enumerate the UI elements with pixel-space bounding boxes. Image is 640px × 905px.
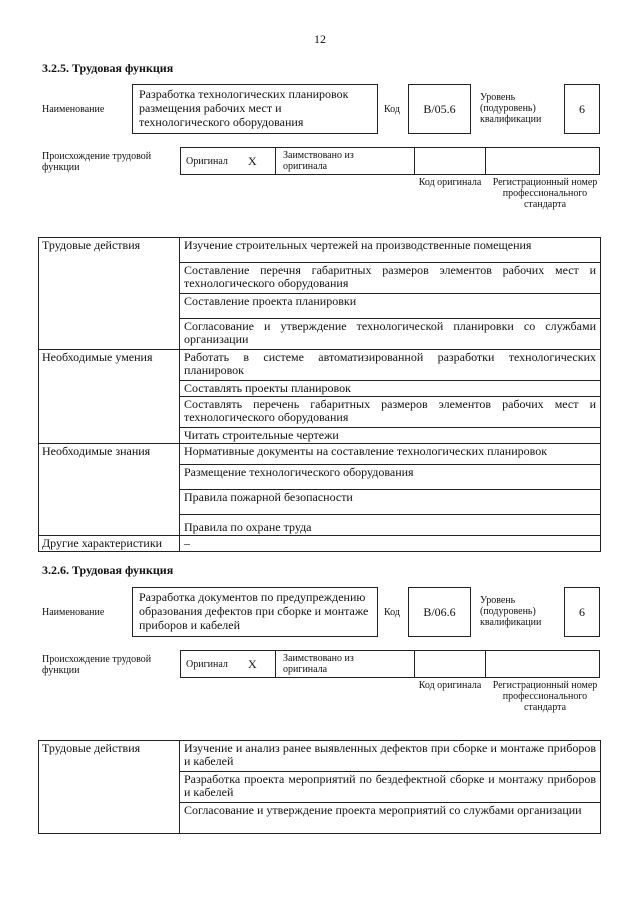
origin-divider — [414, 147, 415, 175]
origin-divider — [275, 650, 276, 678]
original-mark: X — [248, 154, 257, 168]
table-row — [39, 238, 601, 263]
reg-number-caption: Регистрационный номер профессионального стандарта — [492, 177, 598, 210]
table-row — [39, 350, 601, 381]
section-title: 3.2.6. Трудовая функция — [42, 563, 174, 577]
origin-code-caption: Код оригинала — [418, 680, 482, 691]
borrowed-label: Заимствовано из оригинала — [283, 150, 354, 172]
item-cell: Разработка проекта мероприятий по бездефектной сборке и монтажу приборов и кабелей — [180, 772, 601, 803]
section-title: 3.2.5. Трудовая функция — [42, 61, 174, 75]
item-cell: Работать в системе автоматизированной разработки технологических планировок — [180, 350, 601, 381]
function-details-table — [38, 740, 601, 834]
item-cell: Размещение технологического оборудования — [180, 465, 601, 490]
function-code: B/05.6 — [408, 84, 471, 134]
code-label: Код — [384, 104, 400, 115]
item-cell: Правила по охране труда — [180, 515, 601, 536]
item-cell: Изучение строительных чертежей на производственные помещения — [180, 238, 601, 263]
item-cell: – — [180, 536, 601, 552]
level-label: Уровень (подуровень) квалификации — [480, 595, 542, 628]
item-cell: Согласование и утверждение проекта мероприятий со службами организации — [180, 803, 601, 834]
origin-divider — [485, 147, 486, 175]
name-label: Наименование — [42, 104, 105, 115]
function-code: B/06.6 — [408, 587, 471, 637]
item-cell: Составление проекта планировки — [180, 294, 601, 319]
code-label: Код — [384, 607, 400, 618]
table-row — [39, 741, 601, 772]
category-cell: Другие характеристики — [39, 536, 180, 552]
item-cell: Нормативные документы на составление технологических планировок — [180, 444, 601, 465]
origin-divider — [485, 650, 486, 678]
category-cell: Трудовые действия — [39, 741, 180, 834]
origin-box — [180, 147, 600, 175]
reg-number-caption: Регистрационный номер профессионального стандарта — [492, 680, 598, 713]
function-details-table — [38, 237, 601, 552]
origin-label: Происхождение трудовой функции — [42, 654, 152, 676]
category-cell: Необходимые умения — [39, 350, 180, 444]
borrowed-label: Заимствовано из оригинала — [283, 653, 354, 675]
original-label: Оригинал — [186, 659, 228, 670]
origin-label: Происхождение трудовой функции — [42, 151, 152, 173]
function-name: Разработка технологических планировок размещения рабочих мест и технологического оборудования — [132, 84, 378, 134]
level-label: Уровень (подуровень) квалификации — [480, 92, 542, 125]
item-cell: Составлять проекты планировок — [180, 381, 601, 397]
page-number: 12 — [314, 32, 326, 46]
item-cell: Читать строительные чертежи — [180, 428, 601, 444]
original-label: Оригинал — [186, 156, 228, 167]
item-cell: Изучение и анализ ранее выявленных дефектов при сборке и монтаже приборов и кабелей — [180, 741, 601, 772]
origin-code-caption: Код оригинала — [418, 177, 482, 188]
item-cell: Правила пожарной безопасности — [180, 490, 601, 515]
item-cell: Составлять перечень габаритных размеров элементов рабочих мест и технологического оборудования — [180, 397, 601, 428]
qualification-level: 6 — [564, 587, 600, 637]
origin-divider — [275, 147, 276, 175]
function-name: Разработка документов по предупреждению образования дефектов при сборке и монтаже приборов и кабелей — [132, 587, 378, 637]
category-cell: Необходимые знания — [39, 444, 180, 536]
category-cell: Трудовые действия — [39, 238, 180, 350]
item-cell: Согласование и утверждение технологической планировки со службами организации — [180, 319, 601, 350]
origin-divider — [414, 650, 415, 678]
table-row — [39, 444, 601, 465]
qualification-level: 6 — [564, 84, 600, 134]
original-mark: X — [248, 657, 257, 671]
item-cell: Составление перечня габаритных размеров элементов рабочих мест и технологического оборудования — [180, 263, 601, 294]
name-label: Наименование — [42, 607, 105, 618]
table-row — [39, 536, 601, 552]
origin-box — [180, 650, 600, 678]
